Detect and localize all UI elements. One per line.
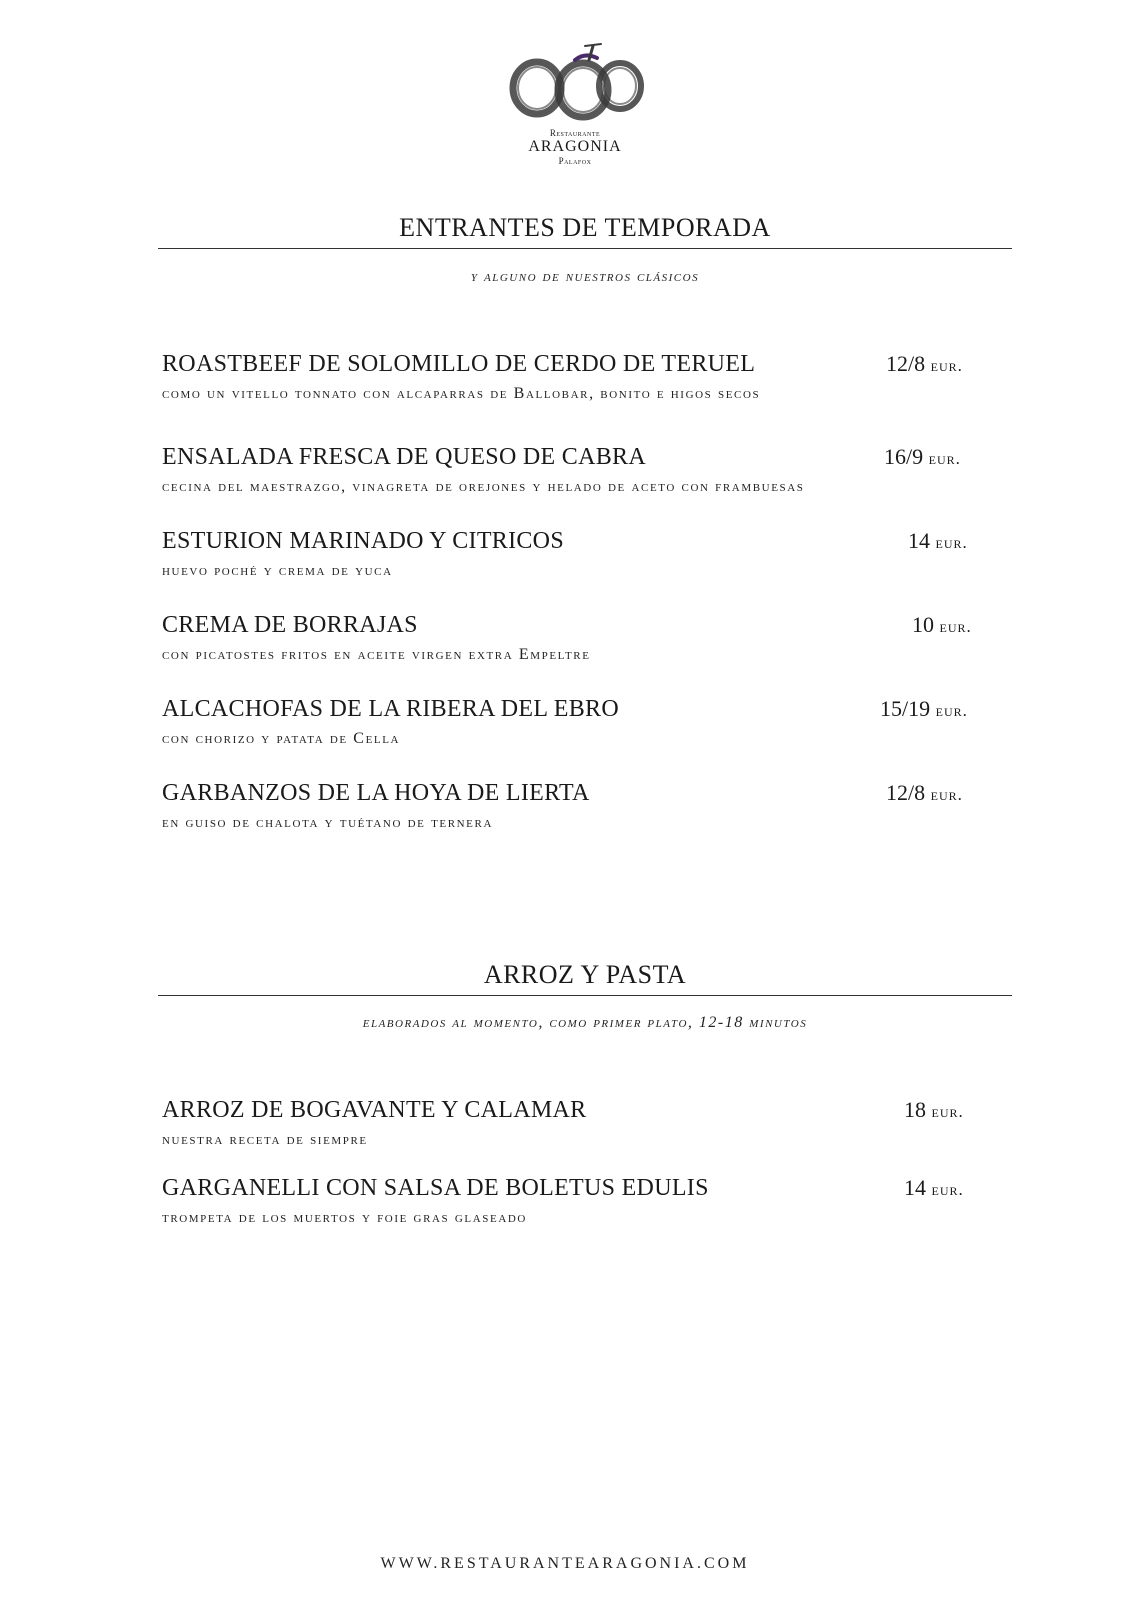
item-description: con chorizo y patata de Cella bbox=[162, 730, 401, 747]
item-description: cecina del maestrazgo, vinagreta de orejones y helado de aceto con frambuesas bbox=[162, 478, 805, 495]
menu-item bbox=[162, 526, 1002, 582]
price-value: 18 bbox=[904, 1097, 926, 1122]
item-name: ALCACHOFAS DE LA RIBERA DEL EBRO bbox=[162, 696, 619, 722]
price-unit: eur. bbox=[935, 533, 968, 552]
price-unit: eur. bbox=[930, 785, 963, 804]
logo-line-2: ARAGONIA bbox=[528, 138, 622, 155]
price-unit: eur. bbox=[931, 1180, 964, 1199]
price-unit: eur. bbox=[930, 356, 963, 375]
price-unit: eur. bbox=[939, 617, 972, 636]
menu-item bbox=[162, 778, 1002, 834]
item-description: huevo poché y crema de yuca bbox=[162, 562, 393, 579]
item-description: con picatostes fritos en aceite virgen extra Empeltre bbox=[162, 646, 591, 663]
item-description: en guiso de chalota y tuétano de ternera bbox=[162, 814, 493, 831]
item-price bbox=[904, 1173, 964, 1205]
item-name: ESTURION MARINADO Y CITRICOS bbox=[162, 528, 564, 554]
price-value: 15/19 bbox=[880, 696, 931, 721]
item-price bbox=[884, 442, 961, 474]
price-unit: eur. bbox=[928, 449, 961, 468]
logo-line-1: Restaurante bbox=[549, 128, 601, 138]
item-price bbox=[886, 778, 963, 810]
menu-item bbox=[162, 1173, 1002, 1229]
item-price bbox=[912, 610, 972, 642]
price-unit: eur. bbox=[931, 1102, 964, 1121]
item-name: GARGANELLI CON SALSA DE BOLETUS EDULIS bbox=[162, 1175, 709, 1201]
section-subtitle-entrantes: y alguno de nuestros clásicos bbox=[470, 268, 700, 285]
item-price bbox=[908, 526, 968, 558]
website-link[interactable]: WWW.RESTAURANTEARAGONIA.COM bbox=[380, 1555, 750, 1572]
menu-item bbox=[162, 349, 1002, 405]
logo-rings-icon bbox=[505, 38, 645, 128]
item-price bbox=[904, 1095, 964, 1127]
item-name: CREMA DE BORRAJAS bbox=[162, 612, 418, 638]
price-value: 14 bbox=[908, 528, 930, 553]
menu-item bbox=[162, 1095, 1002, 1151]
section-subtitle-arroz: elaborados al momento, como primer plato, 12-18 minutos bbox=[362, 1014, 808, 1031]
item-description: como un vitello tonnato con alcaparras de Ballobar, bonito e higos secos bbox=[162, 385, 761, 402]
item-name: ARROZ DE BOGAVANTE Y CALAMAR bbox=[162, 1097, 587, 1123]
item-name: GARBANZOS DE LA HOYA DE LIERTA bbox=[162, 780, 590, 806]
price-unit: eur. bbox=[935, 701, 968, 720]
section-divider bbox=[158, 995, 1012, 996]
item-name: ROASTBEEF DE SOLOMILLO DE CERDO DE TERUEL bbox=[162, 351, 756, 377]
restaurant-logo bbox=[505, 38, 645, 170]
item-price bbox=[886, 349, 963, 381]
price-value: 12/8 bbox=[886, 351, 926, 376]
logo-line-3: Palafox bbox=[558, 156, 592, 166]
menu-item bbox=[162, 610, 1002, 666]
item-description: nuestra receta de siempre bbox=[162, 1131, 368, 1148]
section-title-entrantes: ENTRANTES DE TEMPORADA bbox=[399, 213, 771, 242]
price-value: 10 bbox=[912, 612, 934, 637]
price-value: 14 bbox=[904, 1175, 926, 1200]
item-price bbox=[880, 694, 968, 726]
section-divider bbox=[158, 248, 1012, 249]
price-value: 12/8 bbox=[886, 780, 926, 805]
menu-item bbox=[162, 694, 1002, 750]
menu-item bbox=[162, 442, 1002, 498]
item-description: trompeta de los muertos y foie gras glaseado bbox=[162, 1209, 527, 1226]
price-value: 16/9 bbox=[884, 444, 924, 469]
item-name: ENSALADA FRESCA DE QUESO DE CABRA bbox=[162, 444, 646, 470]
section-title-arroz: ARROZ Y PASTA bbox=[483, 960, 687, 989]
